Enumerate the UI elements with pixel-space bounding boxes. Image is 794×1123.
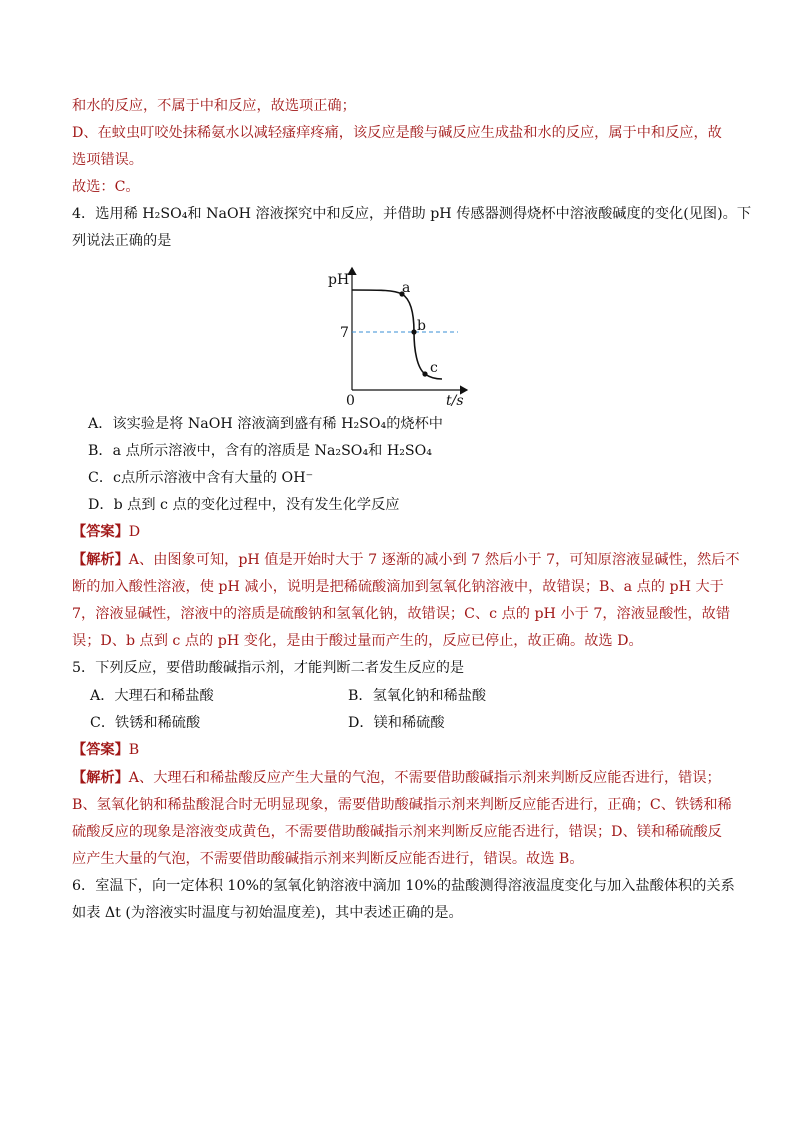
x-axis-label: t/s [446, 393, 464, 409]
point-a-label: a [402, 280, 411, 296]
q5-option-d: D．镁和稀硫酸 [348, 715, 445, 731]
point-c-label: c [430, 360, 438, 376]
q4-answer: D [128, 524, 141, 540]
q5-option-b: B．氢氧化钠和稀盐酸 [348, 688, 487, 704]
q4-option-d: D．b 点到 c 点的变化过程中，没有发生化学反应 [88, 497, 400, 513]
q6-stem-line-1: 6．室温下，向一定体积 10%的氢氧化钠溶液中滴加 10%的盐酸测得溶液温度变化与加入盐酸体积的关系 [72, 878, 735, 894]
q5-option-a: A．大理石和稀盐酸 [90, 688, 214, 704]
q4-option-a: A．该实验是将 NaOH 溶液滴到盛有稀 H₂SO₄的烧杯中 [88, 416, 443, 432]
point-c [422, 371, 427, 376]
q4-option-c: C．c点所示溶液中含有大量的 OH⁻ [88, 470, 314, 486]
point-b-label: b [417, 318, 426, 334]
q5-analysis-line-4: 应产生大量的气泡，不需要借助酸碱指示剂来判断反应能否进行，错误。故选 B。 [72, 851, 584, 867]
q5-option-c: C．铁锈和稀硫酸 [90, 715, 201, 731]
q5-answer-line [72, 740, 139, 760]
ph-curve [352, 290, 442, 379]
q4-analysis-line-2: 断的加入酸性溶液，使 pH 减小，说明是把稀硫酸滴加到氢氧化钠溶液中，故错误；B、a 点的 pH 大于 [72, 579, 724, 595]
q4-option-b: B．a 点所示溶液中，含有的溶质是 Na₂SO₄和 H₂SO₄ [88, 443, 432, 459]
q5-analysis-line-1: 【解析】A、大理石和稀盐酸反应产生大量的气泡，不需要借助酸碱指示剂来判断反应能否进行，错误； [72, 770, 721, 786]
y-axis-label: pH [328, 272, 350, 288]
origin-label: 0 [346, 393, 355, 409]
q6-stem-line-2: 如表 Δt (为溶液实时温度与初始温度差)，其中表述正确的是。 [72, 905, 463, 921]
q4-answer-tag: 【答案】 [72, 524, 129, 540]
ph-curve-graph [322, 262, 472, 412]
q4-analysis-line-3: 7，溶液显碱性，溶液中的溶质是硫酸钠和氢氧化钠，故错误；C、c 点的 pH 小于 7，溶液显酸性，故错 [72, 606, 731, 622]
q4-analysis-line-4: 误；D、b 点到 c 点的 pH 变化，是由于酸过量而产生的，反应已停止，故正确。故选 D。 [72, 633, 643, 649]
prev-analysis-line-1: 和水的反应，不属于中和反应，故选项正确； [72, 98, 356, 114]
q5-analysis-tag: 【解析】 [72, 770, 129, 786]
point-b [411, 329, 416, 334]
q4-stem-line-1: 4．选用稀 H₂SO₄和 NaOH 溶液探究中和反应，并借助 pH 传感器测得烧杯中溶液酸碱度的变化(见图)。下 [72, 206, 752, 222]
prev-analysis-line-2: D、在蚊虫叮咬处抹稀氨水以减轻瘙痒疼痛，该反应是酸与碱反应生成盐和水的反应，属于中和反应，故 [72, 125, 722, 141]
q5-answer-tag: 【答案】 [72, 742, 129, 758]
q5-analysis-line-3: 硫酸反应的现象是溶液变成黄色，不需要借助酸碱指示剂来判断反应能否进行，错误；D、镁和稀硫酸反 [72, 824, 722, 840]
prev-conclusion: 故选：C。 [72, 179, 140, 195]
q4-stem-line-2: 列说法正确的是 [72, 233, 172, 249]
q5-analysis-line-2: B、氢氧化钠和稀盐酸混合时无明显现象，需要借助酸碱指示剂来判断反应能否进行，正确；C、铁锈和稀 [72, 797, 732, 813]
q5-answer: B [128, 742, 140, 758]
ph-7-label: 7 [340, 325, 349, 341]
q4-analysis-line-1: 【解析】A、由图象可知，pH 值是开始时大于 7 逐渐的减小到 7 然后小于 7，可知原溶液显碱性，然后不 [72, 552, 740, 568]
q4-answer-line [72, 522, 140, 542]
q5-stem: 5．下列反应，要借助酸碱指示剂，才能判断二者发生反应的是 [72, 660, 465, 676]
q4-analysis-tag: 【解析】 [72, 552, 129, 568]
prev-analysis-line-3: 选项错误。 [72, 152, 143, 168]
